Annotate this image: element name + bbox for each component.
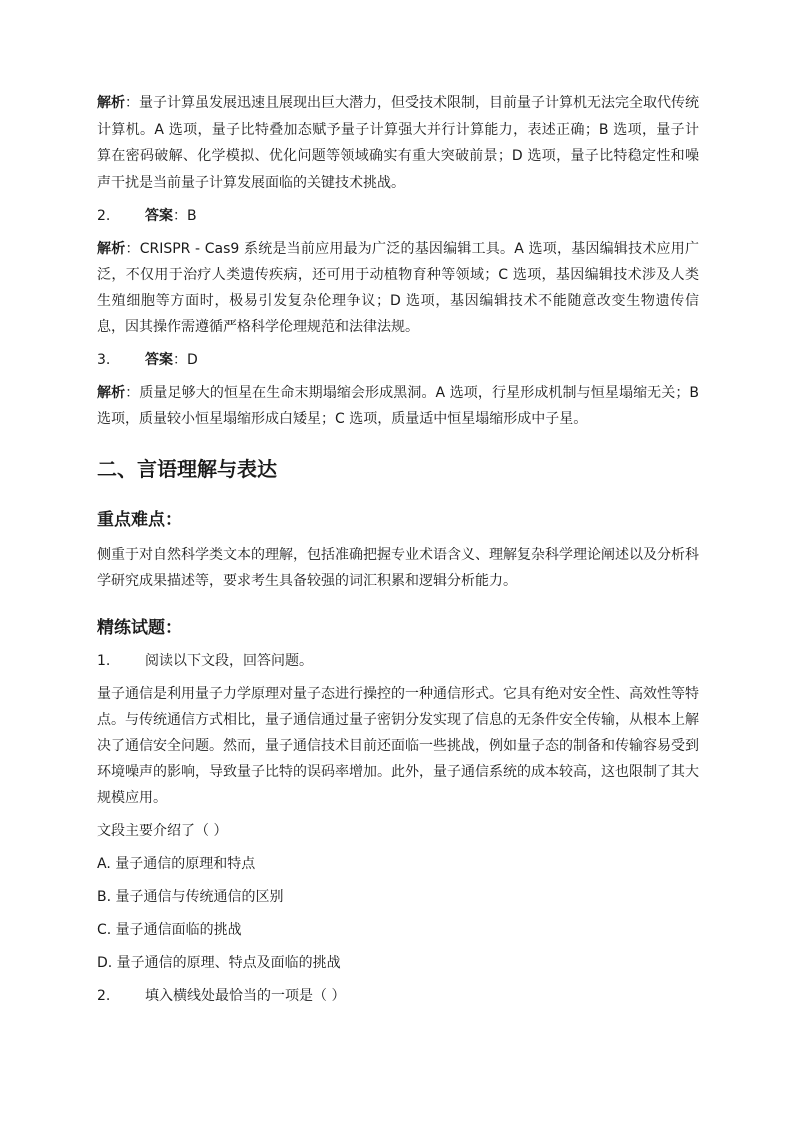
question-prompt: 阅读以下文段，回答问题。: [145, 653, 313, 669]
answer-value: ：D: [173, 352, 198, 368]
answer-label: 答案: [145, 208, 173, 224]
question-prompt: 填入横线处最恰当的一项是（ ）: [145, 988, 346, 1004]
analysis-text: 量子计算虽发展迅速且展现出巨大潜力，但受技术限制，目前量子计算机无法完全取代传统计算机。A 选项，量子比特叠加态赋予量子计算强大并行计算能力，表述正确；B 选项，量子计算在密码破解、化学模拟、优化问题等领域确实有重大突破前景；D 选项，量子比特稳定性和噪声干扰是当前量子计算发展面临的关键技术挑战。: [97, 95, 699, 191]
question-1-stem: 文段主要介绍了（ ）: [97, 823, 228, 839]
option-d: D. 量子通信的原理、特点及面临的挑战: [97, 955, 341, 971]
analysis-label: 解析: [97, 95, 125, 111]
key-points-text: 侧重于对自然科学类文本的理解，包括准确把握专业术语含义、理解复杂科学理论阐述以及分析科学研究成果描述等，要求考生具备较强的词汇积累和逻辑分析能力。: [97, 547, 699, 589]
item-number: 2.: [97, 208, 111, 224]
option-b: B. 量子通信与传统通信的区别: [97, 889, 284, 905]
section-title: 二、言语理解与表达: [97, 457, 277, 481]
option-c: C. 量子通信面临的挑战: [97, 922, 242, 938]
answer-value: ：B: [173, 208, 197, 224]
analysis-q3-prev: 解析：质量足够大的恒星在生命末期塌缩会形成黑洞。A 选项，行星形成机制与恒星塌缩无关；B 选项，质量较小恒星塌缩形成白矮星；C 选项，质量适中恒星塌缩形成中子星。: [97, 385, 699, 427]
question-number: 1.: [97, 653, 111, 669]
question-1-prompt: [97, 648, 699, 674]
answer-line-3: [97, 347, 699, 373]
analysis-text: CRISPR - Cas9 系统是当前应用最为广泛的基因编辑工具。A 选项，基因编辑技术应用广泛，不仅用于治疗人类遗传疾病，还可用于动植物育种等领域；C 选项，基因编辑技术涉及人类生殖细胞等方面时，极易引发复杂伦理争议；D 选项，基因编辑技术不能随意改变生物遗传信息，因其操作需遵循严格科学伦理规范和法律法规。: [97, 241, 699, 335]
analysis-q2-prev: 解析：CRISPR - Cas9 系统是当前应用最为广泛的基因编辑工具。A 选项，基因编辑技术应用广泛，不仅用于治疗人类遗传疾病，还可用于动植物育种等领域；C 选项，基因编辑技术涉及人类生殖细胞等方面时，极易引发复杂伦理争议；D 选项，基因编辑技术不能随意改变生物遗传信息，因其操作需遵循严格科学伦理规范和法律法规。: [97, 241, 699, 335]
analysis-text: 质量足够大的恒星在生命末期塌缩会形成黑洞。A 选项，行星形成机制与恒星塌缩无关；B 选项，质量较小恒星塌缩形成白矮星；C 选项，质量适中恒星塌缩形成中子星。: [97, 385, 699, 427]
answer-label: 答案: [145, 352, 173, 368]
analysis-q1-prev: 解析：量子计算虽发展迅速且展现出巨大潜力，但受技术限制，目前量子计算机无法完全取代传统计算机。A 选项，量子比特叠加态赋予量子计算强大并行计算能力，表述正确；B 选项，量子计算在密码破解、化学模拟、优化问题等领域确实有重大突破前景；D 选项，量子比特稳定性和噪声干扰是当前量子计算发展面临的关键技术挑战。: [97, 95, 699, 191]
practice-heading: 精练试题：: [97, 618, 182, 638]
question-2-stem: [97, 983, 699, 1009]
key-points-heading: 重点难点：: [97, 510, 182, 530]
question-1-passage: 量子通信是利用量子力学原理对量子态进行操控的一种通信形式。它具有绝对安全性、高效性等特点。与传统通信方式相比，量子通信通过量子密钥分发实现了信息的无条件安全传输，从根本上解决了通信安全问题。然而，量子通信技术目前还面临一些挑战，例如量子态的制备和传输容易受到环境噪声的影响，导致量子比特的误码率增加。此外，量子通信系统的成本较高，这也限制了其大规模应用。: [97, 686, 699, 806]
document-page: [97, 90, 699, 1009]
analysis-label: 解析: [97, 241, 126, 257]
question-number: 2.: [97, 988, 111, 1004]
answer-line-2: [97, 203, 699, 229]
item-number: 3.: [97, 352, 111, 368]
analysis-label: 解析: [97, 385, 126, 401]
option-a: A. 量子通信的原理和特点: [97, 856, 256, 872]
